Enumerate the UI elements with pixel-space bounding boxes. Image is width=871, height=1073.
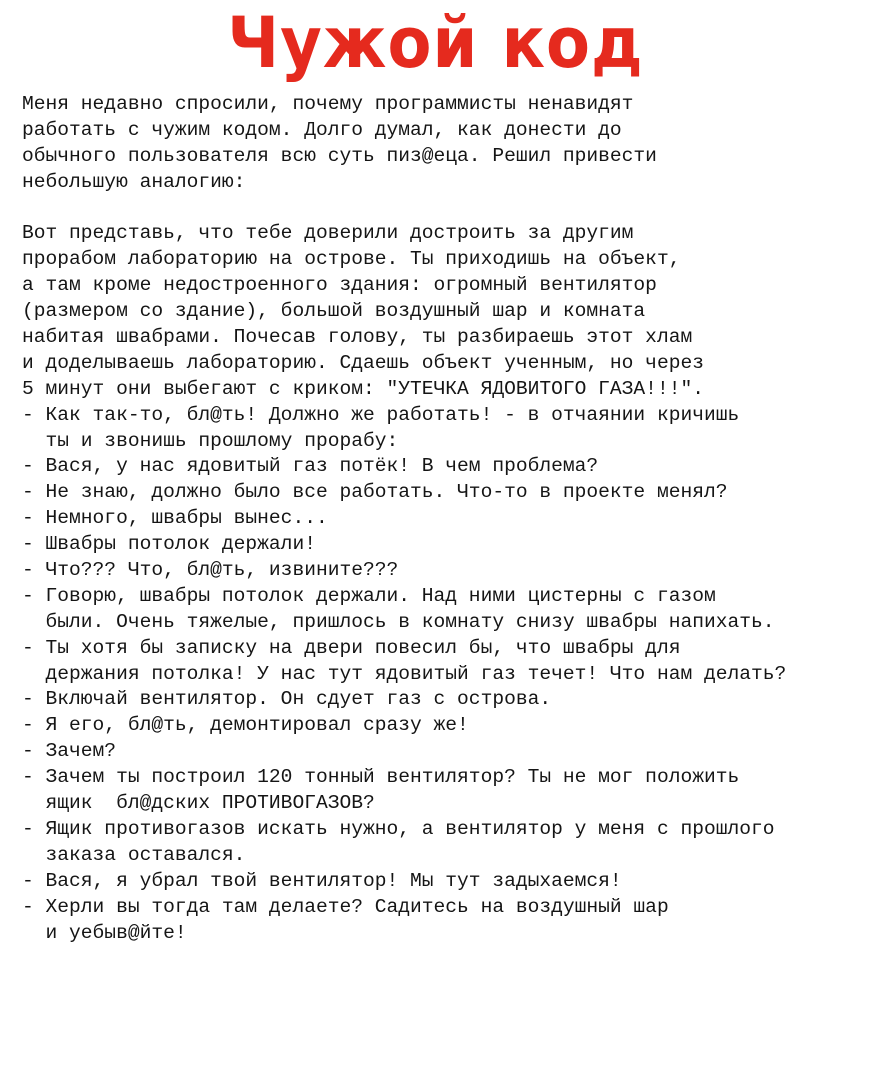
dialogue-line: - Вася, я убрал твой вентилятор! Мы тут задыхаемся! [22, 869, 622, 892]
page-title: Чужой код [227, 3, 644, 85]
text-line: Вот представь, что тебе доверили достроить за другим [22, 222, 634, 245]
text-line: (размером со здание), большой воздушный шар и комната [22, 300, 646, 323]
dialogue-line: - Не знаю, должно было все работать. Что-то в проекте менял? [22, 481, 728, 504]
dialogue-line: - Включай вентилятор. Он сдует газ с острова. [22, 688, 552, 711]
text-line: прорабом лабораторию на острове. Ты приходишь на объект, [22, 248, 681, 271]
dialogue-line: - Говорю, швабры потолок держали. Над ними цистерны с газом [22, 584, 716, 607]
text-line: набитая швабрами. Почесав голову, ты разбираешь этот хлам [22, 326, 693, 349]
text-line: обычного пользователя всю суть пиз@еца. Решил привести [22, 144, 657, 167]
text-line: Меня недавно спросили, почему программисты ненавидят [22, 93, 634, 115]
dialogue-line: - Швабры потолок держали! [22, 533, 316, 556]
paragraph-gap [22, 196, 867, 222]
dialogue-line: - Немного, швабры вынес... [22, 507, 328, 530]
text-line: и доделываешь лабораторию. Сдаешь объект ученным, но через [22, 351, 704, 374]
dialogue-line: - Я его, бл@ть, демонтировал сразу же! [22, 714, 469, 737]
dialogue-line: ящик бл@дских ПРОТИВОГАЗОВ? [22, 792, 375, 815]
dialogue-line: держания потолка! У нас тут ядовитый газ течет! Что нам делать? [22, 662, 787, 685]
dialogue-line: - Ящик противогазов искать нужно, а вентилятор у меня с прошлого [22, 817, 775, 840]
dialogue-line: заказа оставался. [22, 843, 246, 866]
dialogue-line: - Зачем ты построил 120 тонный вентилятор? Ты не мог положить [22, 766, 740, 789]
body-text [22, 92, 867, 946]
text-line: а там кроме недостроенного здания: огромный вентилятор [22, 274, 657, 297]
dialogue-line: - Как так-то, бл@ть! Должно же работать! - в отчаянии кричишь [22, 403, 740, 426]
dialogue-line: - Зачем? [22, 740, 117, 763]
dialogue-line: - Вася, у нас ядовитый газ потёк! В чем проблема? [22, 455, 599, 478]
text-line: небольшую аналогию: [22, 170, 246, 193]
dialogue-line: - Ты хотя бы записку на двери повесил бы, что швабры для [22, 636, 681, 659]
text-line: 5 минут они выбегают с криком: "УТЕЧКА ЯДОВИТОГО ГАЗА!!!". [22, 377, 704, 400]
dialogue-line: были. Очень тяжелые, пришлось в комнату снизу швабры напихать. [22, 610, 775, 633]
dialogue-line: - Что??? Что, бл@ть, извините??? [22, 559, 399, 582]
dialogue-line: - Херли вы тогда там делаете? Садитесь на воздушный шар [22, 895, 669, 918]
dialogue-line: ты и звонишь прошлому прорабу: [22, 429, 399, 452]
text-line: работать с чужим кодом. Долго думал, как донести до [22, 118, 622, 141]
dialogue-line: и уебыв@йте! [22, 921, 187, 944]
